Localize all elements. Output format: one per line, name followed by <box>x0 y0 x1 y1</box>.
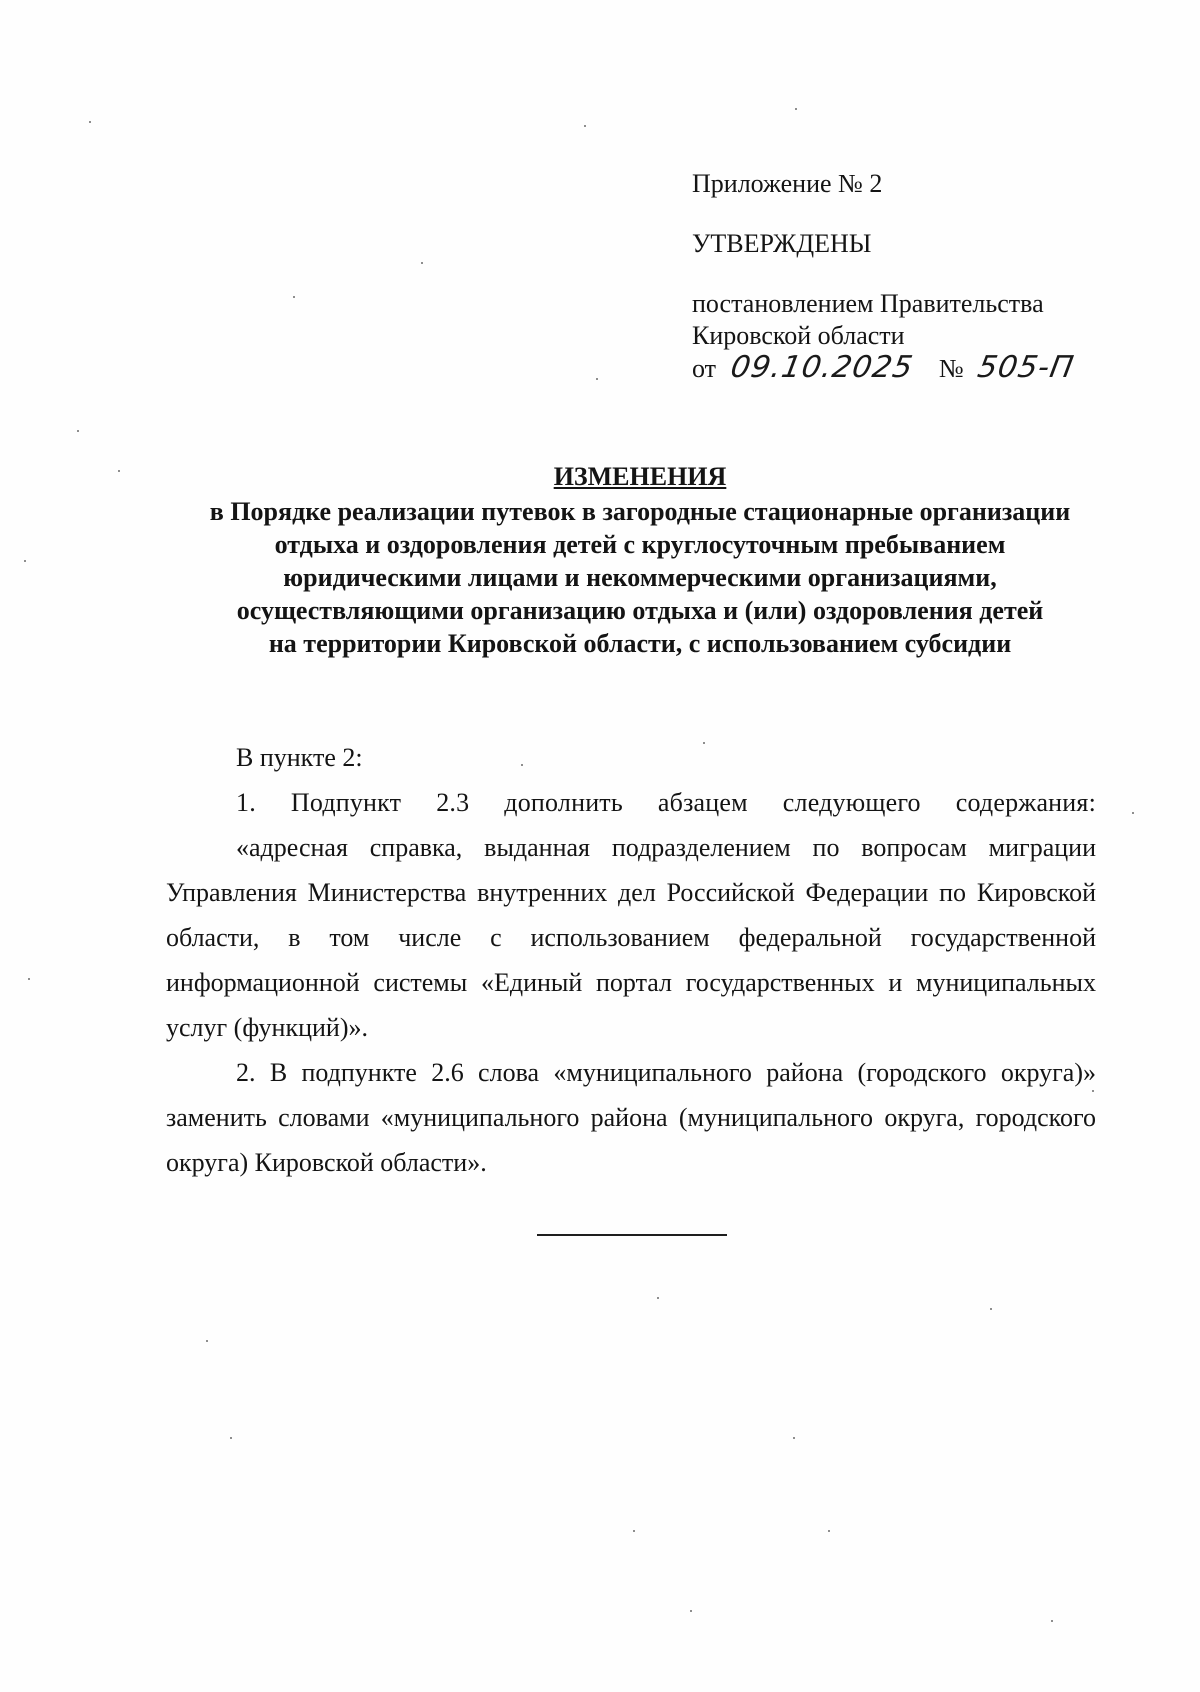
scan-speck <box>596 378 598 380</box>
scan-speck <box>990 1308 992 1310</box>
title-line-2: отдыха и оздоровления детей с круглосуточным пребыванием <box>274 530 1006 559</box>
scan-speck <box>28 978 30 980</box>
title-line-5: на территории Кировской области, с использованием субсидии <box>268 629 1012 658</box>
document-title <box>150 460 1130 660</box>
scan-speck <box>293 296 295 298</box>
scan-speck <box>795 108 797 110</box>
region-line: Кировской области <box>692 321 905 350</box>
scan-speck <box>118 470 120 472</box>
scan-speck <box>1092 1090 1094 1092</box>
number-prefix: № <box>938 354 964 383</box>
scan-speck <box>690 1610 692 1612</box>
date-number-line <box>692 352 1112 385</box>
scan-speck <box>24 560 26 562</box>
resolution-line: постановлением Правительства <box>692 289 1044 318</box>
from-prefix: от <box>692 354 717 383</box>
scan-speck <box>230 1437 232 1439</box>
handwritten-date: 09.10.2025 <box>727 350 916 385</box>
scan-speck <box>421 262 423 264</box>
document-body <box>166 735 1096 1185</box>
item-2-paragraph: 2. В подпункте 2.6 слова «муниципального района (городского округа)» заменить словами «муниципального района (муниципального округа, городского округа) Кировской области». <box>166 1058 1096 1177</box>
scan-speck <box>584 125 586 127</box>
intro-paragraph: В пункте 2: <box>236 743 363 772</box>
scan-speck <box>633 1530 635 1532</box>
scan-speck <box>793 1437 795 1439</box>
title-line-3: юридическими лицами и некоммерческими организациями, <box>283 563 997 592</box>
handwritten-number: 505-П <box>975 350 1077 385</box>
approved-label: УТВЕРЖДЕНЫ <box>692 229 872 258</box>
scan-speck <box>89 121 91 123</box>
title-line-1: в Порядке реализации путевок в загородные стационарные организации <box>209 497 1071 526</box>
appendix-label: Приложение № 2 <box>692 169 883 198</box>
scan-speck <box>521 764 523 766</box>
scan-speck <box>77 430 79 432</box>
title-line-4: осуществляющими организацию отдыха и (или) оздоровления детей <box>236 596 1044 625</box>
scan-speck <box>1132 812 1134 814</box>
closing-rule <box>537 1234 727 1236</box>
scan-speck <box>828 1530 830 1532</box>
title-heading: ИЗМЕНЕНИЯ <box>553 462 727 491</box>
item-1-quote-paragraph: «адресная справка, выданная подразделением по вопросам миграции Управления Министерства внутренних дел Российской Федерации по Кировской области, в том числе с использованием федеральной государственной информационной системы «Единый портал государственных и муниципальных услуг (функций)». <box>166 833 1096 1042</box>
item-1-paragraph: 1. Подпункт 2.3 дополнить абзацем следующего содержания: <box>236 788 1096 817</box>
scan-speck <box>206 1340 208 1342</box>
approval-header <box>692 168 1112 385</box>
scan-speck <box>703 742 705 744</box>
scan-speck <box>1051 1620 1053 1622</box>
scan-speck <box>657 1297 659 1299</box>
